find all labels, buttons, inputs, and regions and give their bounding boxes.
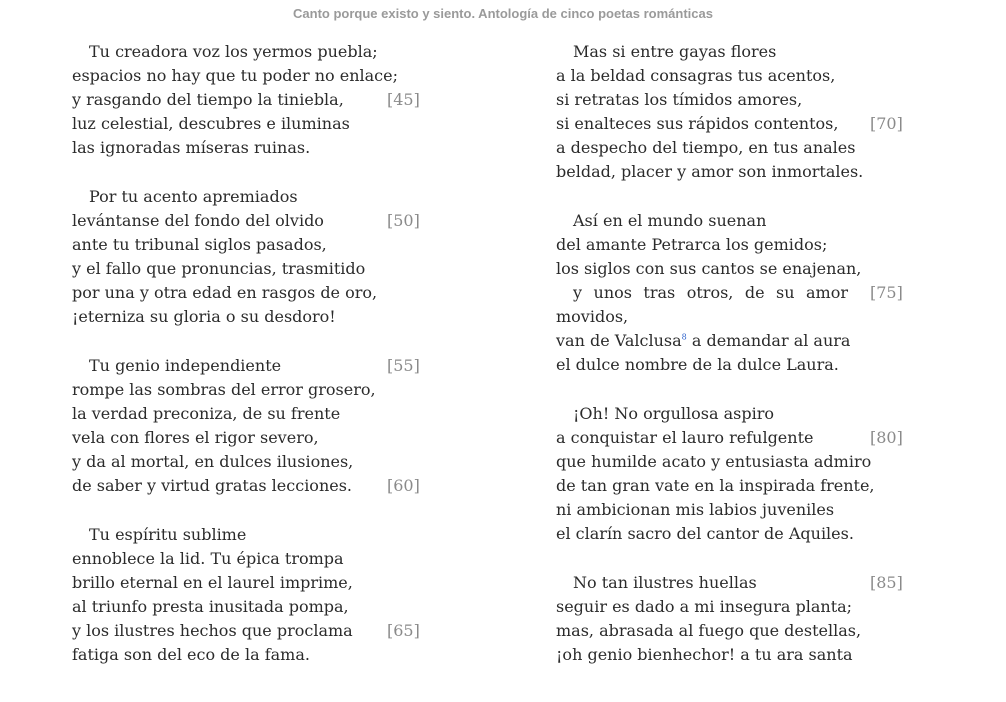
poem-line-text: ennoblece la lid. Tu épica trompa: [72, 549, 344, 568]
poem-line: [72, 595, 432, 619]
poem-line: [72, 547, 432, 571]
stanza: [539, 402, 911, 546]
poem-line: [539, 643, 911, 667]
poem-line: [72, 136, 432, 160]
poem-line-text: Tu creadora voz los yermos puebla;: [89, 42, 378, 61]
poem-line: [539, 136, 911, 160]
poem-line: [539, 426, 911, 450]
poem-line: [539, 281, 911, 329]
poem-line: [539, 329, 911, 353]
poem-line-text: rompe las sombras del error grosero,: [72, 380, 376, 399]
poem-line-text: por una y otra edad en rasgos de oro,: [72, 283, 378, 302]
poem-line-text: de tan gran vate en la inspirada frente,: [556, 476, 875, 495]
poem-line: [539, 40, 911, 64]
poem-line-text: Tu genio independiente: [89, 356, 282, 375]
poem-line: [72, 402, 432, 426]
poem-line: [539, 88, 911, 112]
poem-line-text: ante tu tribunal siglos pasados,: [72, 235, 327, 254]
poem-line-text: beldad, placer y amor son inmortales.: [556, 162, 864, 181]
poem-line-text: el dulce nombre de la dulce Laura.: [556, 355, 839, 374]
poem-line-text: que humilde acato y entusiasta admiro: [556, 452, 872, 471]
poem-line: [72, 64, 432, 88]
stanza: [539, 40, 911, 184]
verse-number: [55]: [387, 356, 420, 375]
poem-line: [539, 233, 911, 257]
poem-line: [539, 353, 911, 377]
poem-line-text: Tu espíritu sublime: [89, 525, 247, 544]
poem-line: [72, 112, 432, 136]
book-title: Canto porque existo y siento. Antología de cinco poetas románticas: [293, 6, 713, 21]
poem-line-text: a la beldad consagras tus acentos,: [556, 66, 836, 85]
poem-line: [72, 619, 432, 643]
poem-line-text: el clarín sacro del cantor de Aquiles.: [556, 524, 854, 543]
poem-line-text: espacios no hay que tu poder no enlace;: [72, 66, 398, 85]
poem-line: [72, 643, 432, 667]
poem-line-text: seguir es dado a mi insegura planta;: [556, 597, 853, 616]
verse-number: [50]: [387, 211, 420, 230]
poem-line-text: del amante Petrarca los gemidos;: [556, 235, 828, 254]
poem-line-text: y unos tras otros, de su amor movidos,: [556, 283, 848, 326]
verse-number: [65]: [387, 621, 420, 640]
poem-line-text: y da al mortal, en dulces ilusiones,: [72, 452, 354, 471]
verse-number: [45]: [387, 90, 420, 109]
stanza: [72, 40, 432, 160]
stanza: [539, 209, 911, 377]
poem-line-text: brillo eternal en el laurel imprime,: [72, 573, 353, 592]
poem-line: [72, 378, 432, 402]
poem-line-text: levántanse del fondo del olvido: [72, 211, 324, 230]
poem-line: [539, 112, 911, 136]
poem-line: [72, 88, 432, 112]
stanza: [72, 354, 432, 498]
poem-line-text: si enalteces sus rápidos contentos,: [556, 114, 839, 133]
poem-line-text: ni ambicionan mis labios juveniles: [556, 500, 835, 519]
poem-line: [539, 450, 911, 474]
poem-line-text-part: a demandar al aura: [686, 331, 851, 350]
stanza: [72, 523, 432, 667]
verse-number: [70]: [870, 114, 903, 133]
left-page: [72, 40, 432, 667]
right-page: [539, 40, 911, 667]
poem-line-text: a despecho del tiempo, en tus anales: [556, 138, 856, 157]
poem-line: [72, 257, 432, 281]
poem-line-text: vela con flores el rigor severo,: [72, 428, 319, 447]
poem-line: [72, 474, 432, 498]
poem-line: [539, 474, 911, 498]
poem-line: [539, 619, 911, 643]
stanza: [539, 571, 911, 667]
poem-line: [72, 281, 432, 305]
verse-number: [60]: [387, 476, 420, 495]
poem-line: [72, 305, 432, 329]
poem-line-text: Por tu acento apremiados: [89, 187, 298, 206]
poem-line-text: luz celestial, descubres e iluminas: [72, 114, 350, 133]
poem-line-text: Así en el mundo suenan: [573, 211, 767, 230]
poem-line-text: [539, 329, 850, 353]
verse-number: [75]: [870, 283, 903, 302]
poem-line: [72, 571, 432, 595]
stanza: [72, 185, 432, 329]
poem-line: [72, 40, 432, 64]
poem-line-text: fatiga son del eco de la fama.: [72, 645, 310, 664]
poem-line: [72, 185, 432, 209]
poem-line: [539, 571, 911, 595]
poem-line: [539, 595, 911, 619]
poem-line-text: los siglos con sus cantos se enajenan,: [556, 259, 862, 278]
poem-line: [72, 209, 432, 233]
poem-line: [72, 354, 432, 378]
poem-line-text: las ignoradas míseras ruinas.: [72, 138, 311, 157]
poem-line-text: No tan ilustres huellas: [573, 573, 757, 592]
poem-line-text-part: van de Valclusa: [556, 331, 682, 350]
footnote-link[interactable]: 8: [681, 332, 687, 342]
poem-line: [72, 233, 432, 257]
poem-line: [539, 257, 911, 281]
poem-line: [539, 160, 911, 184]
poem-line-text: si retratas los tímidos amores,: [556, 90, 803, 109]
poem-line: [539, 522, 911, 546]
poem-line-text: mas, abrasada al fuego que destellas,: [556, 621, 862, 640]
poem-line-text: Mas si entre gayas flores: [573, 42, 777, 61]
verse-number: [85]: [870, 573, 903, 592]
poem-line: [539, 402, 911, 426]
poem-line-text: y los ilustres hechos que proclama: [72, 621, 353, 640]
poem-line: [539, 64, 911, 88]
poem-line-text: a conquistar el lauro refulgente: [556, 428, 814, 447]
poem-line-text: la verdad preconiza, de su frente: [72, 404, 341, 423]
poem-line-text: y el fallo que pronuncias, trasmitido: [72, 259, 366, 278]
poem-line: [72, 450, 432, 474]
poem-line-text: ¡Oh! No orgullosa aspiro: [573, 404, 775, 423]
poem-line: [539, 498, 911, 522]
poem-line-text: al triunfo presta inusitada pompa,: [72, 597, 349, 616]
verse-number: [80]: [870, 428, 903, 447]
poem-line-text: y rasgando del tiempo la tiniebla,: [72, 90, 344, 109]
poem-line: [539, 209, 911, 233]
poem-line-text: ¡eterniza su gloria o su desdoro!: [72, 307, 336, 326]
poem-line: [72, 426, 432, 450]
poem-line: [72, 523, 432, 547]
poem-line-text: ¡oh genio bienhechor! a tu ara santa: [556, 645, 853, 664]
poem-line-text: de saber y virtud gratas lecciones.: [72, 476, 353, 495]
